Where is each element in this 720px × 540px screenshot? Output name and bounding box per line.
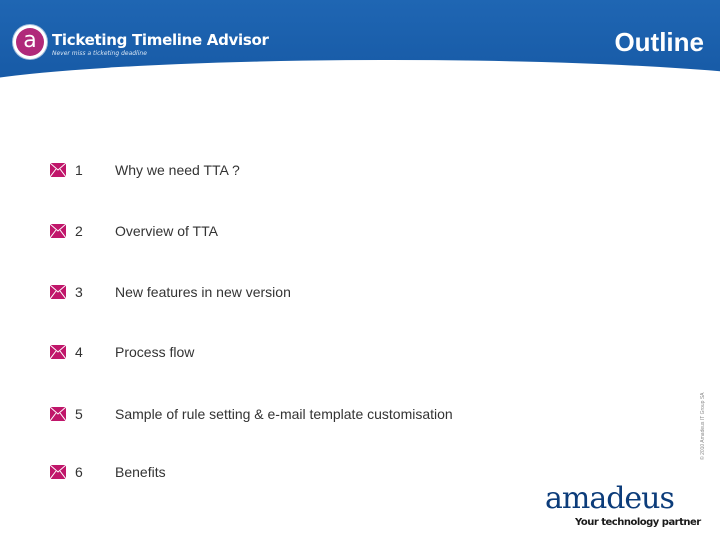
envelope-icon bbox=[50, 285, 66, 299]
envelope-icon bbox=[50, 163, 66, 177]
brand-tagline: Your technology partner bbox=[575, 517, 701, 528]
brand-logo: amadeus bbox=[545, 481, 674, 516]
page-title: Outline bbox=[614, 27, 704, 57]
outline-item-label: New features in new version bbox=[115, 284, 291, 300]
outline-item-3 bbox=[50, 282, 550, 304]
outline-item-label: Overview of TTA bbox=[115, 223, 218, 239]
outline-item-1 bbox=[50, 160, 550, 182]
outline-item-number: 6 bbox=[75, 464, 83, 480]
header-banner bbox=[0, 0, 720, 80]
outline-item-number: 4 bbox=[75, 344, 83, 360]
outline-item-label: Sample of rule setting & e-mail template customisation bbox=[115, 406, 453, 422]
outline-item-label: Process flow bbox=[115, 344, 195, 360]
outline-item-5 bbox=[50, 404, 550, 426]
product-title: Ticketing Timeline Advisor bbox=[52, 31, 269, 49]
product-tagline: Never miss a ticketing deadline bbox=[52, 50, 147, 57]
envelope-icon bbox=[50, 224, 66, 238]
outline-item-number: 2 bbox=[75, 223, 83, 239]
outline-item-label: Why we need TTA ? bbox=[115, 162, 240, 178]
outline-item-number: 5 bbox=[75, 406, 83, 422]
product-logo-letter: a bbox=[16, 28, 44, 56]
outline-item-number: 3 bbox=[75, 284, 83, 300]
outline-item-6 bbox=[50, 462, 550, 484]
envelope-icon bbox=[50, 407, 66, 421]
outline-item-2 bbox=[50, 221, 550, 243]
outline-item-label: Benefits bbox=[115, 464, 166, 480]
envelope-icon bbox=[50, 465, 66, 479]
envelope-icon bbox=[50, 345, 66, 359]
product-logo bbox=[13, 25, 47, 59]
copyright-notice: © 2010 Amadeus IT Group SA bbox=[700, 392, 706, 460]
header-curve bbox=[0, 60, 720, 80]
outline-item-number: 1 bbox=[75, 162, 83, 178]
outline-item-4 bbox=[50, 342, 550, 364]
